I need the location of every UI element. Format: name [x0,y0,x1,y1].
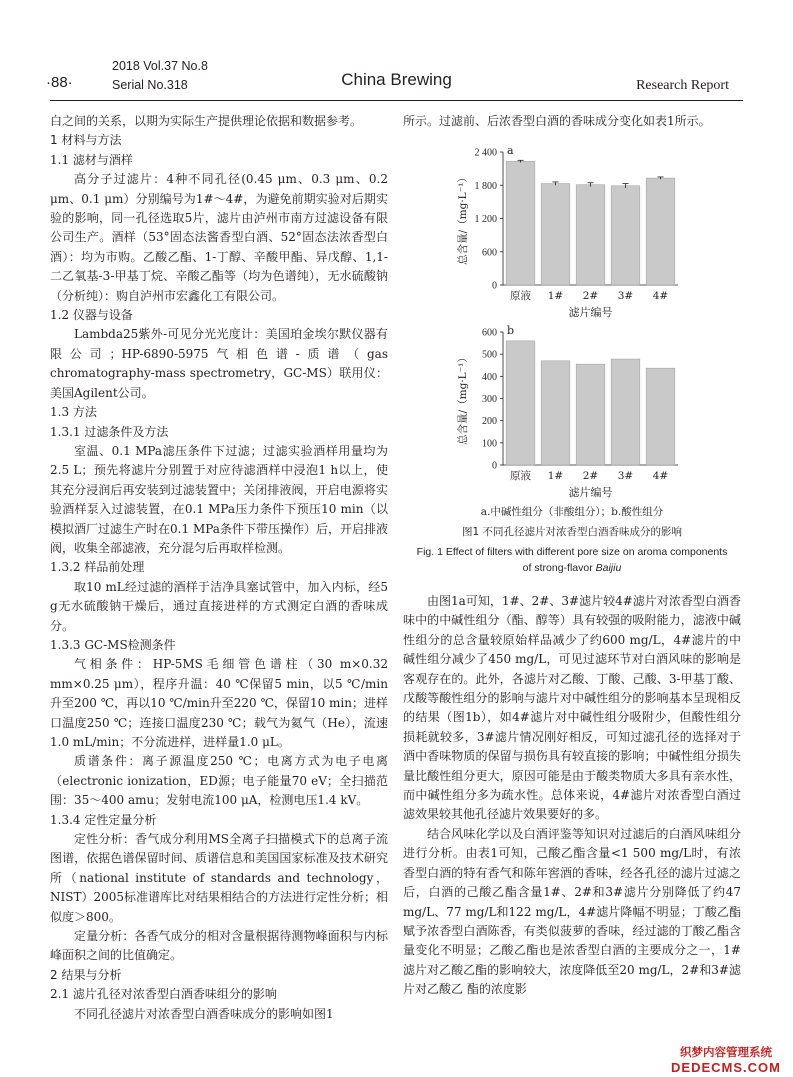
subsubsection-heading: 1.3.1 过滤条件及方法 [50,424,169,439]
bar [646,178,675,285]
subsection-heading: 1.1 滤材与酒样 [50,152,133,167]
page-header [0,0,793,100]
paragraph-continued: 白之间的关系，以期为实际生产提供理论依据和数据参考。 [50,114,363,128]
paragraph: 结合风味化学以及白酒评鉴等知识对过滤后的白酒风味组分进行分析。由表1可知，己酸乙酯含量<1 500 mg/L时，有浓香型白酒的特有香气和陈年窖酒的香味，经各孔径的滤片过滤之后，白酒的己酸乙酯含量1#、2#和3#滤片分别降低了约47 mg/L、77 mg/L和122 mg/L，4#滤片降幅不明显；丁酸乙酯赋予浓香型白酒陈香，有类似菠萝的香味，经过滤的丁酸乙酯含量变化不明显；乙酸乙酯也是浓香型白酒的主要成分之一，1#滤片对乙酸乙酯的影响较大，浓度降低至20 mg/L，2#和3#滤片对乙酸乙 酯的浓度影 [403,826,741,997]
volume-info: 2018 Vol.37 No.8 [112,59,208,73]
right-top-text: 所示。过滤前、后浓香型白酒的香味成分变化如表1所示。 [403,114,711,128]
paragraph: 取10 mL经过滤的酒样于洁净具塞试管中，加入内标，经5 g无水硫酸钠干燥后，通过直接进样的方式测定白酒的香味成分。 [50,579,388,633]
figure-1 [403,140,741,585]
subsection-heading: 2.1 滤片孔径对浓香型白酒香味组分的影响 [50,987,277,1002]
y-axis-label: 总含量/（mg·L⁻¹） [457,352,469,445]
journal-title: China Brewing [341,70,452,89]
y-tick-label: 500 [482,349,497,361]
header-rule [50,100,743,101]
x-tick-label: 1# [547,470,564,482]
y-tick-label: 1 800 [474,180,497,192]
page-number: ·88· [46,74,73,91]
paragraph: 定性分析：香气成分利用MS全离子扫描模式下的总离子流图谱，依据色谱保留时间、质谱信息和美国国家标准及技术研究所（national institute of standards and technology，NIST）2005标准谱库比对结果相结合的方法进行定性分析；相似度＞800。 [50,832,389,924]
figure-caption-cn: 图1 不同孔径滤片对浓香型白酒香味成分的影响 [461,526,683,538]
x-tick-label: 2# [582,290,599,302]
y-axis-label: 总含量/（mg·L⁻¹） [457,172,469,265]
x-axis-label: 滤片编号 [568,486,613,499]
x-axis-label: 滤片编号 [568,306,613,319]
x-tick-label: 4# [652,290,669,302]
bar [611,359,640,465]
bar [576,185,605,285]
paragraph: 高分子过滤片：4种不同孔径(0.45 μm、0.3 μm、0.2 μm、0.1 μm）分别编号为1#～4#，为避免前期实验对后期实验的影响，同一孔径选取5片，滤片由泸州市南方过滤设备有限公司生产。酒样（53°固态法酱香型白酒、52°固态法浓香型白酒）：均为市购。乙酸乙酯、1-丁醇、辛酸甲酯、异戊醇、1,1-二乙氧基-3-甲基丁烷、辛酸乙酯等（均为色谱纯），无水硫酸钠（分析纯）：购自泸州市宏鑫化工有限公司。 [50,172,388,303]
section-heading: 1 材料与方法 [50,133,122,148]
y-tick-label: 400 [482,371,497,383]
subsection-heading: 1.2 仪器与设备 [50,308,133,323]
left-column [50,112,388,1024]
right-column-lower [403,592,741,1000]
panel-label: b [507,324,515,337]
x-tick-label: 4# [652,470,669,482]
chart-b [403,320,741,500]
paragraph: Lambda25紫外-可见分光光度计：美国珀金埃尔默仪器有限公司；HP-6890-5975气相色谱-质谱（gas chromatography-mass spectrometry，GC-MS）联用仪：美国Agilent公司。 [50,327,388,400]
caption-en-italic: Baijiu [595,562,622,574]
figure-caption-en-line1: Fig. 1 Effect of filters with different pore size on aroma components [416,546,728,558]
y-tick-label: 100 [482,438,497,450]
y-tick-label: 300 [482,394,497,405]
x-tick-label: 2# [582,470,599,482]
bar [506,341,535,465]
x-tick-label: 1# [547,290,564,302]
x-tick-label: 3# [617,290,634,302]
subsection-heading: 1.3 方法 [50,405,97,420]
paragraph: 不同孔径滤片对浓香型白酒香味成分的影响如图1 [74,1006,334,1021]
section-heading: 2 结果与分析 [50,967,122,982]
chart-a [403,140,741,320]
section-label: Research Report [636,78,729,93]
bar [646,368,675,465]
paragraph: 由图1a可知，1#、2#、3#滤片较4#滤片对浓香型白酒香味中的中碱性组分（酯、醇等）具有较强的吸附能力，滤液中碱性组分的总含量较原始样品减少了约600 mg/L，4#滤片的中碱性组分减少了450 mg/L，可见过滤环节对白酒风味的影响是客观存在的。此外，各滤片对乙酸、丁酸、己酸、3-甲基丁酸、戊酸等酸性组分的影响与滤片对中碱性组分的影响基本呈现相反的结果（图1b），如4#滤片对中碱性组分吸附少，但酸性组分损耗就较多，3#滤片情况刚好相反，可知过滤孔径的选择对于酒中香味物质的保留与损伤具有较直接的影响；中碱性组分损失量比酸性组分更大，原因可能是由于酸类物质大多具有亲水性，而中碱性组分多为疏水性。总体来说，4#滤片对浓香型白酒过滤效果较其他孔径滤片效果要好的多。 [403,594,741,822]
y-tick-label: 600 [482,247,497,259]
figure-subcaption: a.中碱性组分（非酸组分）；b.酸性组分 [480,506,664,518]
figure-caption-en-line2 [403,560,741,576]
caption-en-text: of strong-flavor [522,562,596,574]
x-tick-label: 3# [617,470,634,482]
watermark-cn: 织梦内容管理系统 [680,1045,772,1059]
panel-label: a [507,144,514,157]
paragraph: 室温、0.1 MPa滤压条件下过滤；过滤实验酒样用量均为2.5 L；预先将滤片分别置于对应待滤酒样中浸泡1 h以上，使其充分浸润后再安装到过滤装置中；关闭排液阀，开启电源将实验酒样泵入过滤装置，在0.1 MPa压力条件下预压10 min（以模拟酒厂过滤生产时在0.1 MPa条件下带压操作）后，开启排液阀，收集全部滤液，充分混匀后再取样检测。 [50,443,388,555]
y-tick-label: 1 200 [474,214,497,225]
paragraph: 气相条件：HP-5MS毛细管色谱柱（30 m×0.32 mm×0.25 μm），程序升温：40 ℃保留5 min，以5 ℃/min升至200 ℃，再以10 ℃/min升至220 ℃，保留10 min；进样口温度250 ℃；连接口温度230 ℃；载气为氦气（He），流速1.0 mL/min；不分流进样，进样量1.0 μL。 [50,657,388,749]
figure-caption-en [403,544,741,576]
bar [576,364,605,465]
subsubsection-heading: 1.3.4 定性定量分析 [50,812,157,827]
y-tick-label: 200 [482,416,497,428]
paragraph: 定量分析：各香气成分的相对含量根据待测物峰面积与内标峰面积之间的比值确定。 [50,929,388,963]
right-column [403,112,741,131]
x-tick-label: 原液 [510,290,531,302]
subsubsection-heading: 1.3.2 样品前处理 [50,560,145,575]
y-tick-label: 0 [492,460,497,472]
x-tick-label: 原液 [510,470,531,482]
bar [541,184,570,285]
watermark-en: DEDECMS.COM [671,1060,781,1075]
watermark [659,1044,793,1077]
bar [611,186,640,285]
paragraph: 质谱条件：离子源温度250 ℃；电离方式为电子电离（electronic ionization，ED源；电子能量70 eV；全扫描范围：35～400 amu；发射电流100 μA，检测电压1.4 kV。 [50,754,388,808]
subsubsection-heading: 1.3.3 GC-MS检测条件 [50,637,176,652]
bar [506,161,535,285]
serial-info: Serial No.318 [112,78,188,92]
y-tick-label: 0 [492,280,497,292]
y-tick-label: 600 [482,327,497,339]
y-tick-label: 2 400 [474,147,497,159]
bar [541,361,570,465]
